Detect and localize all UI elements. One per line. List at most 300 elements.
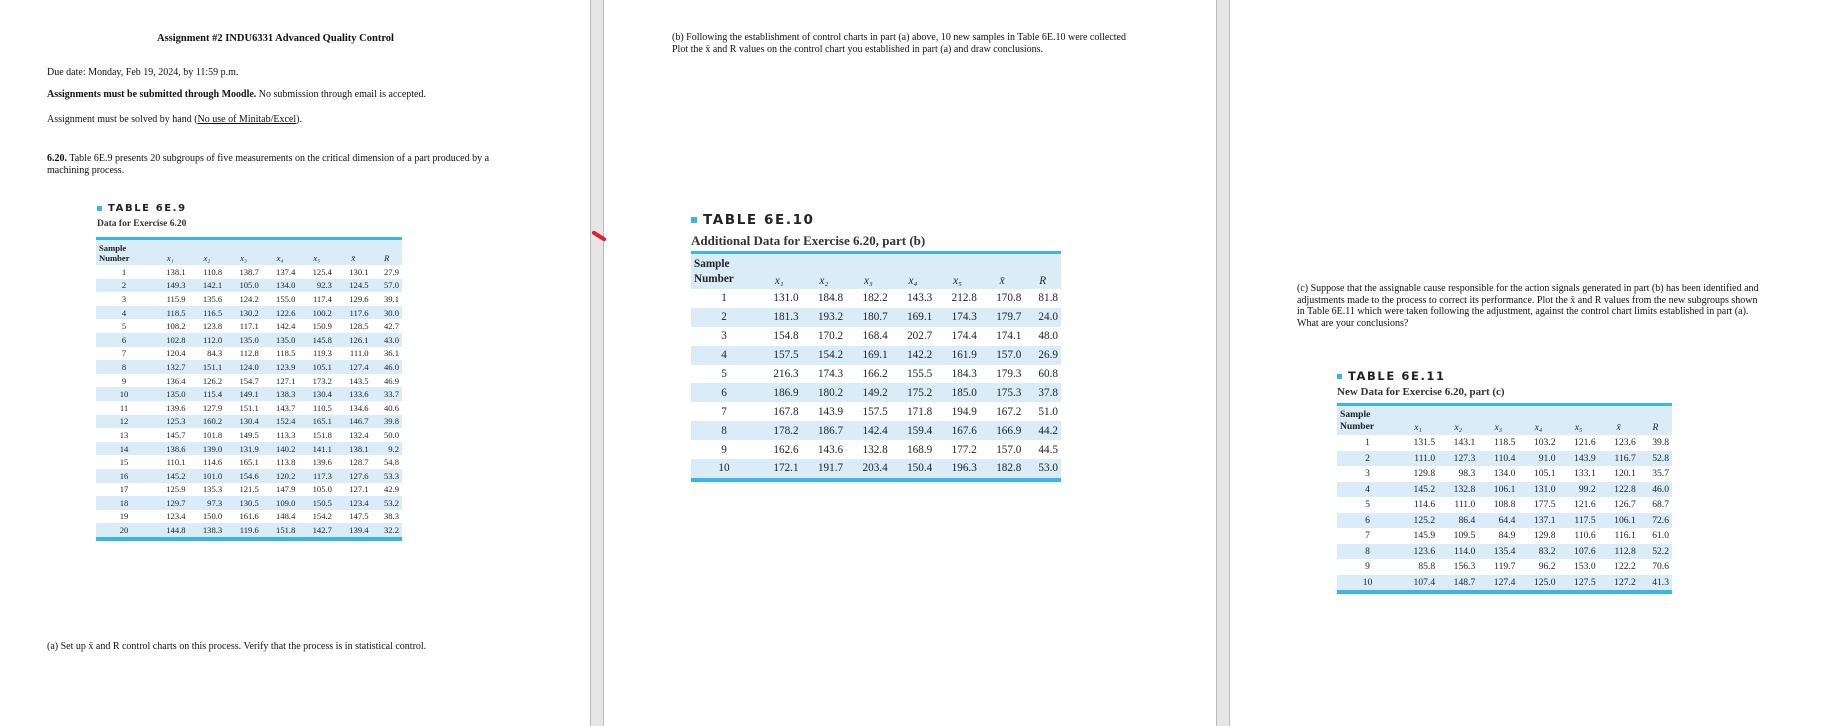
table-row	[96, 523, 402, 539]
col-range: R	[1639, 405, 1672, 436]
sample-number-cell: 5	[121, 321, 127, 332]
table-row	[96, 510, 402, 524]
value-cell: 117.5	[1574, 514, 1596, 526]
value-cell: 116.1	[1614, 530, 1636, 542]
value-cell: 131.5	[1413, 437, 1436, 449]
table-row	[1337, 544, 1672, 560]
table-row	[1337, 435, 1672, 451]
value-cell: 143.5	[349, 375, 369, 386]
value-cell: 127.2	[1614, 576, 1636, 588]
value-cell: 157.0	[996, 443, 1022, 456]
value-cell: 81.8	[1038, 292, 1058, 305]
value-cell: 170.2	[817, 330, 844, 343]
sample-number-cell: 2	[1365, 452, 1370, 464]
value-cell: 157.0	[996, 349, 1022, 362]
sample-number-cell: 13	[119, 429, 129, 440]
value-cell: 39.8	[1652, 437, 1669, 449]
value-cell: 35.7	[1652, 468, 1669, 480]
value-cell: 42.9	[383, 484, 399, 495]
value-cell: 9.2	[388, 443, 399, 454]
value-cell: 26.9	[1038, 349, 1058, 362]
col-xbar: x̄	[335, 239, 372, 266]
value-cell: 105.1	[312, 361, 332, 372]
value-cell: 123.9	[276, 361, 296, 372]
table-bullet-icon	[97, 206, 102, 211]
value-cell: 145.7	[166, 429, 186, 440]
table-row	[96, 428, 402, 442]
value-cell: 143.7	[276, 402, 296, 413]
value-cell: 132.7	[166, 361, 186, 372]
value-cell: 53.3	[383, 470, 399, 481]
value-cell: 130.4	[312, 389, 332, 400]
sample-number-cell: 12	[119, 416, 129, 427]
submission-note	[47, 89, 426, 101]
value-cell: 196.3	[951, 462, 977, 475]
sample-number-cell: 5	[721, 368, 727, 380]
value-cell: 127.9	[202, 402, 223, 413]
value-cell: 122.8	[1614, 483, 1636, 495]
value-cell: 131.0	[1533, 483, 1556, 495]
value-cell: 184.8	[817, 292, 844, 305]
value-cell: 193.2	[817, 311, 844, 324]
value-cell: 157.5	[862, 405, 888, 418]
col-x5: x₅	[1559, 405, 1599, 436]
value-cell: 174.4	[951, 330, 977, 343]
value-cell: 107.6	[1574, 545, 1596, 557]
value-cell: 155.0	[276, 293, 296, 304]
value-cell: 115.4	[203, 389, 223, 400]
col-range: R	[372, 239, 402, 266]
col-x3: x₃	[846, 253, 891, 290]
table-6e10-label	[691, 212, 815, 228]
value-cell: 169.1	[862, 349, 888, 362]
table-row	[691, 289, 1061, 308]
value-cell: 138.6	[166, 443, 186, 454]
value-cell: 109.5	[1453, 530, 1476, 542]
sample-number-cell: 5	[1365, 499, 1370, 511]
value-cell: 160.2	[202, 416, 223, 427]
value-cell: 108.2	[166, 321, 186, 332]
value-cell: 83.2	[1538, 545, 1556, 557]
value-cell: 110.8	[203, 266, 223, 277]
value-cell: 72.6	[1652, 514, 1669, 526]
sample-number-cell: 3	[121, 293, 127, 304]
value-cell: 137.4	[276, 266, 296, 277]
value-cell: 96.2	[1538, 561, 1556, 573]
col-x2: x₂	[802, 253, 847, 290]
table-row	[1337, 482, 1672, 498]
hand-note-post: ).	[296, 114, 302, 125]
value-cell: 119.7	[1494, 561, 1516, 573]
value-cell: 170.8	[996, 292, 1022, 305]
value-cell: 157.5	[773, 349, 799, 362]
value-cell: 24.0	[1038, 311, 1058, 324]
value-cell: 121.6	[1574, 437, 1596, 449]
submission-note-rest: No submission through email is accepted.	[256, 89, 426, 100]
sample-number-cell: 10	[119, 389, 129, 400]
value-cell: 110.1	[166, 457, 186, 468]
value-cell: 107.4	[1413, 576, 1436, 588]
part-b-question: (b) Following the establishment of control charts in part (a) above, 10 new samples in Table 6E.10 were collected Plot the x̄ and R values on the control chart you established in part (a) and draw conclusions.	[672, 32, 1126, 55]
table-row	[96, 306, 402, 320]
value-cell: 139.6	[312, 457, 332, 468]
value-cell: 156.3	[1453, 561, 1476, 573]
sample-number-cell: 11	[119, 402, 129, 413]
value-cell: 133.1	[1574, 468, 1596, 480]
value-cell: 212.8	[951, 292, 977, 305]
value-cell: 127.3	[1453, 452, 1476, 464]
value-cell: 177.5	[1533, 499, 1556, 511]
table-row	[691, 421, 1061, 440]
value-cell: 112.8	[1614, 545, 1636, 557]
value-cell: 106.1	[1493, 483, 1516, 495]
page-3	[1230, 0, 1821, 726]
value-cell: 129.7	[166, 497, 186, 508]
sample-number-cell: 7	[1365, 530, 1370, 542]
table-row	[96, 483, 402, 497]
table-6e9	[96, 237, 402, 541]
value-cell: 44.5	[1038, 443, 1058, 456]
value-cell: 68.7	[1652, 499, 1669, 511]
value-cell: 127.1	[276, 375, 296, 386]
table-row	[691, 327, 1061, 346]
value-cell: 146.7	[349, 416, 369, 427]
value-cell: 105.0	[312, 484, 332, 495]
value-cell: 135.4	[1493, 545, 1516, 557]
table-6e10-label-text: TABLE 6E.10	[703, 212, 815, 228]
value-cell: 120.4	[166, 348, 186, 359]
table-row	[96, 415, 402, 429]
value-cell: 32.2	[383, 525, 399, 536]
value-cell: 142.1	[202, 280, 223, 291]
value-cell: 39.8	[383, 416, 399, 427]
value-cell: 180.7	[862, 311, 888, 324]
sample-number-cell: 18	[119, 497, 129, 508]
value-cell: 112.0	[203, 334, 223, 345]
value-cell: 172.1	[773, 462, 799, 475]
sample-number-cell: 15	[119, 457, 129, 468]
value-cell: 185.0	[951, 386, 977, 399]
value-cell: 147.9	[276, 484, 296, 495]
table-row	[96, 279, 402, 293]
value-cell: 126.1	[349, 334, 369, 345]
value-cell: 177.2	[951, 443, 977, 456]
value-cell: 136.4	[166, 375, 186, 386]
value-cell: 85.8	[1418, 561, 1436, 573]
col-x1: x₁	[1398, 405, 1438, 436]
sample-number-cell: 1	[721, 292, 727, 305]
value-cell: 46.9	[383, 375, 399, 386]
col-sample-number: Sample Number	[691, 253, 757, 290]
value-cell: 181.3	[773, 311, 799, 324]
sample-number-cell: 8	[121, 361, 127, 372]
col-x2: x₂	[189, 239, 226, 266]
value-cell: 149.5	[239, 429, 259, 440]
value-cell: 50.0	[383, 429, 399, 440]
value-cell: 129.8	[1533, 530, 1556, 542]
problem-number: 6.20.	[47, 153, 67, 164]
value-cell: 133.6	[349, 389, 369, 400]
value-cell: 174.3	[951, 311, 977, 324]
value-cell: 129.8	[1413, 468, 1436, 480]
value-cell: 159.4	[907, 424, 933, 437]
problem-text: Table 6E.9 presents 20 subgroups of five measurements on the critical dimension of a part produced by a machining process.	[47, 153, 490, 176]
value-cell: 154.6	[239, 470, 259, 481]
value-cell: 175.2	[907, 386, 933, 399]
value-cell: 186.9	[773, 386, 799, 399]
value-cell: 141.1	[312, 443, 332, 454]
value-cell: 134.0	[1493, 468, 1516, 480]
due-date: Due date: Monday, Feb 19, 2024, by 11:59 p.m.	[47, 67, 239, 78]
value-cell: 114.0	[1454, 545, 1476, 557]
value-cell: 148.4	[276, 511, 296, 522]
value-cell: 202.7	[907, 330, 933, 343]
value-cell: 142.7	[312, 525, 332, 536]
value-cell: 125.3	[166, 416, 186, 427]
value-cell: 105.0	[239, 280, 259, 291]
value-cell: 101.8	[202, 429, 223, 440]
value-cell: 151.8	[276, 525, 296, 536]
col-x2: x₂	[1438, 405, 1478, 436]
value-cell: 140.2	[276, 443, 296, 454]
value-cell: 138.7	[239, 266, 259, 277]
table-6e9-label	[97, 203, 187, 214]
value-cell: 117.1	[239, 321, 259, 332]
table-row	[96, 496, 402, 510]
value-cell: 111.0	[1414, 452, 1436, 464]
value-cell: 27.9	[383, 266, 399, 277]
value-cell: 162.6	[773, 443, 799, 456]
value-cell: 151.1	[239, 402, 259, 413]
value-cell: 178.2	[773, 424, 799, 437]
sample-number-cell: 3	[721, 330, 727, 343]
value-cell: 41.3	[1652, 576, 1669, 588]
value-cell: 127.6	[349, 470, 369, 481]
sample-number-cell: 1	[121, 266, 127, 277]
sample-number-cell: 9	[121, 375, 127, 386]
value-cell: 154.2	[312, 511, 332, 522]
value-cell: 142.4	[276, 321, 296, 332]
value-cell: 119.6	[239, 525, 259, 536]
table-row	[691, 459, 1061, 480]
sample-number-cell: 9	[1365, 561, 1370, 573]
value-cell: 145.9	[1413, 530, 1436, 542]
value-cell: 120.1	[1614, 468, 1636, 480]
col-x4: x₄	[891, 253, 936, 290]
value-cell: 182.2	[862, 292, 888, 305]
sample-number-cell: 9	[721, 443, 727, 456]
sample-number-cell: 6	[121, 334, 127, 345]
value-cell: 132.8	[862, 443, 888, 456]
value-cell: 101.0	[202, 470, 223, 481]
table-row	[1337, 528, 1672, 544]
table-row	[1337, 451, 1672, 467]
value-cell: 53.0	[1038, 462, 1058, 475]
hand-note-pre: Assignment must be solved by hand (	[47, 114, 198, 125]
value-cell: 30.0	[383, 307, 399, 318]
value-cell: 116.7	[1614, 452, 1636, 464]
value-cell: 143.6	[817, 443, 844, 456]
value-cell: 167.2	[996, 405, 1022, 418]
value-cell: 126.7	[1614, 499, 1636, 511]
value-cell: 117.3	[312, 470, 332, 481]
value-cell: 114.6	[1413, 499, 1436, 511]
value-cell: 166.9	[996, 424, 1022, 437]
value-cell: 153.0	[1574, 561, 1596, 573]
value-cell: 91.0	[1538, 452, 1556, 464]
table-row	[691, 308, 1061, 327]
value-cell: 114.6	[203, 457, 223, 468]
part-c-question: (c) Suppose that the assignable cause responsible for the action signals generated in part (b) has been identified and adjustments made to the process to correct its performance. Plot the x̄ and R values from the new subgroups shown in Table 6E.11 which were taken following the adjustment, against the control chart limits established in part (a). What are your conclusions?	[1297, 283, 1759, 329]
value-cell: 150.0	[202, 511, 223, 522]
part-a-question: (a) Set up x̄ and R control charts on this process. Verify that the process is in statistical control.	[47, 641, 427, 652]
value-cell: 122.2	[1614, 561, 1636, 573]
col-x4: x₄	[262, 239, 299, 266]
value-cell: 166.2	[862, 368, 888, 380]
value-cell: 139.6	[166, 402, 186, 413]
value-cell: 150.4	[907, 462, 933, 475]
value-cell: 48.0	[1038, 330, 1058, 343]
value-cell: 33.7	[383, 389, 399, 400]
value-cell: 165.1	[239, 457, 259, 468]
col-x4: x₄	[1518, 405, 1558, 436]
page-1	[0, 0, 590, 726]
value-cell: 175.3	[996, 386, 1022, 399]
table-6e10-caption: Additional Data for Exercise 6.20, part (b)	[691, 233, 926, 248]
value-cell: 165.1	[312, 416, 332, 427]
value-cell: 121.6	[1574, 499, 1596, 511]
value-cell: 143.1	[1453, 437, 1476, 449]
col-xbar: x̄	[980, 253, 1025, 290]
value-cell: 179.3	[996, 368, 1022, 380]
col-range: R	[1024, 253, 1061, 290]
value-cell: 145.2	[1413, 483, 1436, 495]
value-cell: 154.2	[817, 349, 844, 362]
value-cell: 194.9	[951, 405, 977, 418]
value-cell: 84.3	[207, 348, 223, 359]
value-cell: 138.3	[276, 389, 296, 400]
value-cell: 98.3	[1458, 468, 1476, 480]
value-cell: 53.2	[383, 497, 399, 508]
value-cell: 106.1	[1614, 514, 1636, 526]
table-row	[96, 455, 402, 469]
value-cell: 116.5	[203, 307, 223, 318]
sample-number-cell: 20	[119, 525, 129, 536]
col-xbar: x̄	[1599, 405, 1639, 436]
value-cell: 125.2	[1413, 514, 1436, 526]
value-cell: 54.8	[383, 457, 399, 468]
value-cell: 127.5	[1574, 576, 1596, 588]
col-x5: x₅	[935, 253, 980, 290]
col-sample-number: Sample Number	[96, 239, 152, 266]
value-cell: 169.1	[907, 311, 933, 324]
value-cell: 124.5	[349, 280, 369, 291]
value-cell: 137.1	[1533, 514, 1556, 526]
value-cell: 38.3	[383, 511, 399, 522]
sample-number-cell: 4	[121, 307, 127, 318]
value-cell: 138.1	[166, 266, 186, 277]
table-row	[96, 469, 402, 483]
value-cell: 123.6	[1413, 545, 1436, 557]
value-cell: 182.8	[996, 462, 1022, 475]
value-cell: 139.4	[349, 525, 369, 536]
value-cell: 145.2	[166, 470, 186, 481]
value-cell: 123.4	[166, 511, 186, 522]
value-cell: 149.2	[862, 386, 888, 399]
value-cell: 117.4	[312, 293, 332, 304]
value-cell: 110.6	[1574, 530, 1596, 542]
value-cell: 184.3	[951, 368, 977, 380]
value-cell: 70.6	[1652, 561, 1669, 573]
sample-number-cell: 2	[121, 280, 127, 291]
value-cell: 132.4	[349, 429, 369, 440]
value-cell: 43.0	[383, 334, 399, 345]
value-cell: 112.8	[239, 348, 259, 359]
table-row	[691, 346, 1061, 365]
table-row	[1337, 575, 1672, 593]
value-cell: 186.7	[817, 424, 844, 437]
value-cell: 180.2	[817, 386, 844, 399]
table-6e9-caption: Data for Exercise 6.20	[97, 219, 187, 229]
value-cell: 138.3	[202, 525, 223, 536]
sample-number-cell: 16	[119, 470, 129, 481]
assignment-title: Assignment #2 INDU6331 Advanced Quality Control	[157, 33, 394, 44]
table-6e11	[1337, 403, 1672, 594]
col-x5: x₅	[298, 239, 335, 266]
value-cell: 119.3	[312, 348, 332, 359]
table-6e11-caption: New Data for Exercise 6.20, part (c)	[1337, 386, 1505, 398]
col-x1: x₁	[757, 253, 802, 290]
sample-number-cell: 7	[721, 405, 727, 418]
value-cell: 44.2	[1038, 424, 1058, 437]
value-cell: 125.9	[166, 484, 186, 495]
value-cell: 121.5	[239, 484, 259, 495]
value-cell: 191.7	[817, 462, 844, 475]
value-cell: 149.3	[166, 280, 186, 291]
value-cell: 161.9	[951, 349, 977, 362]
value-cell: 52.2	[1652, 545, 1669, 557]
value-cell: 143.9	[817, 405, 844, 418]
sample-number-cell: 4	[1365, 483, 1370, 495]
value-cell: 113.8	[276, 457, 296, 468]
value-cell: 148.7	[1453, 576, 1476, 588]
sample-number-cell: 1	[1365, 437, 1370, 449]
value-cell: 60.8	[1038, 368, 1058, 380]
value-cell: 131.9	[239, 443, 259, 454]
value-cell: 161.6	[239, 511, 259, 522]
problem-statement	[47, 153, 517, 177]
value-cell: 37.8	[1038, 386, 1058, 399]
value-cell: 108.8	[1493, 499, 1516, 511]
sample-number-cell: 2	[721, 311, 727, 324]
value-cell: 110.5	[312, 402, 332, 413]
submission-note-bold: Assignments must be submitted through Moodle.	[47, 89, 257, 100]
value-cell: 123.6	[1614, 437, 1636, 449]
value-cell: 129.6	[349, 293, 369, 304]
value-cell: 127.1	[349, 484, 369, 495]
value-cell: 124.0	[239, 361, 259, 372]
value-cell: 135.0	[276, 334, 296, 345]
value-cell: 135.0	[239, 334, 259, 345]
value-cell: 130.2	[239, 307, 259, 318]
value-cell: 142.2	[907, 349, 933, 362]
table-row	[691, 402, 1061, 421]
col-sample-number: Sample Number	[1337, 405, 1398, 436]
table-row	[96, 401, 402, 415]
value-cell: 150.5	[312, 497, 332, 508]
table-row	[96, 292, 402, 306]
value-cell: 113.3	[276, 429, 296, 440]
